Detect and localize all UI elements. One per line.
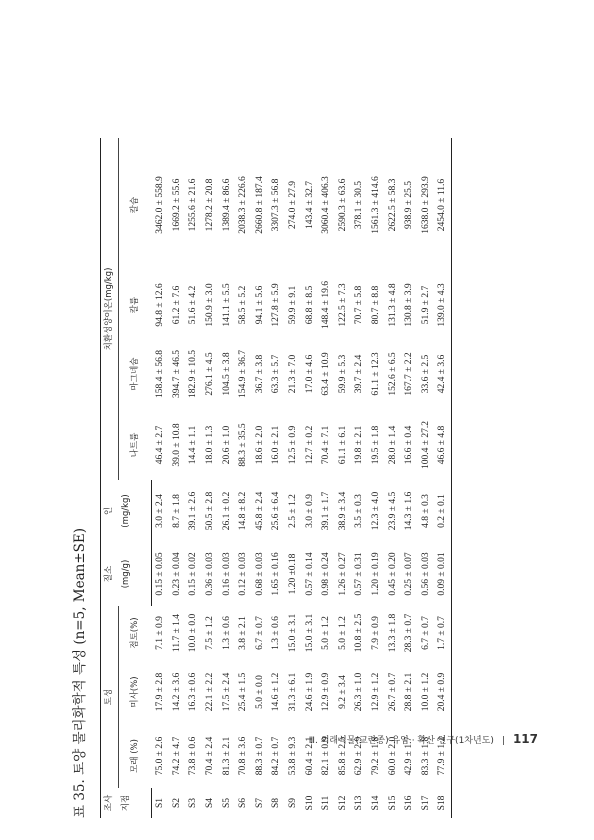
cell-sand: 70.8 ± 3.6 <box>238 736 249 776</box>
cell-silt: 31.3 ± 6.1 <box>288 672 299 712</box>
cell-mg: 36.7 ± 3.8 <box>254 354 265 394</box>
cell-clay: 7.9 ± 0.9 <box>371 616 381 650</box>
cell-ca: 274.0 ± 27.9 <box>288 181 299 229</box>
cell-clay: 3.8 ± 2.1 <box>238 616 249 650</box>
header-site-2: 지점 <box>121 794 132 812</box>
cell-sand: 62.9 ± 2.9 <box>354 736 365 776</box>
cell-p: 4.8 ± 0.3 <box>420 494 431 528</box>
header-silt: 미사(%) <box>129 676 140 708</box>
cell-silt: 12.9 ± 1.2 <box>371 672 381 712</box>
cell-site: S17 <box>420 795 431 811</box>
cell-na: 18.6 ± 2.0 <box>254 425 265 465</box>
cell-na: 18.0 ± 1.3 <box>205 425 216 465</box>
cell-n: 0.09 ± 0.01 <box>434 542 451 606</box>
table-row <box>302 138 319 818</box>
table-row <box>169 138 186 818</box>
cell-ca: 3307.3 ± 56.8 <box>271 178 282 232</box>
cell-clay: 11.7 ± 1.4 <box>171 613 182 653</box>
table-row <box>418 138 435 818</box>
cell-ca: 1255.6 ± 21.6 <box>188 178 199 232</box>
cell-silt: 22.1 ± 2.2 <box>205 672 216 712</box>
cell-clay: 7.1 ± 0.9 <box>155 616 166 650</box>
cell-p: 26.1 ± 0.2 <box>221 491 232 531</box>
cell-k: 58.5 ± 5.2 <box>238 285 249 325</box>
cell-mg: 59.9 ± 5.3 <box>337 354 348 394</box>
cell-site: S7 <box>254 797 265 809</box>
header-clay: 점토(%) <box>129 617 140 649</box>
cell-clay: 1.3 ± 0.6 <box>221 616 232 650</box>
cell-k: 94.1 ± 5.6 <box>254 285 265 325</box>
cell-mg: 33.6 ± 2.5 <box>420 354 431 394</box>
cell-site: S4 <box>205 797 216 809</box>
cell-k: 131.3 ± 4.8 <box>387 283 398 327</box>
table-row <box>335 138 352 818</box>
cell-k: 127.8 ± 5.9 <box>271 283 282 327</box>
table-row <box>434 138 451 818</box>
table-row <box>368 138 385 818</box>
cell-sand: 74.2 ± 4.7 <box>171 736 182 776</box>
cell-ca: 2622.5 ± 58.3 <box>387 178 398 232</box>
cell-clay: 15.0 ± 3.1 <box>288 613 299 653</box>
cell-ca: 2660.8 ± 187.4 <box>254 176 265 234</box>
header-potassium: 칼륨 <box>129 296 140 314</box>
cell-mg: 39.7 ± 2.4 <box>354 354 365 394</box>
cell-site: S1 <box>155 797 166 809</box>
cell-site: S12 <box>337 795 348 811</box>
cell-na: 46.6 ± 4.8 <box>434 410 451 480</box>
table-row <box>401 138 418 818</box>
table-row <box>385 138 402 818</box>
cell-site: S6 <box>238 797 249 809</box>
cell-na: 20.6 ± 1.0 <box>221 425 232 465</box>
cell-n: 0.57 ± 0.31 <box>354 552 365 596</box>
cell-mg: 21.3 ± 7.0 <box>288 354 299 394</box>
cell-ca: 2038.3 ± 226.6 <box>238 176 249 234</box>
cell-p: 2.5 ± 1.2 <box>288 494 299 528</box>
cell-site: S14 <box>371 795 381 811</box>
cell-ca: 1389.4 ± 86.6 <box>221 178 232 232</box>
cell-sand: 77.9 ± 1.2 <box>434 724 451 788</box>
cell-mg: 276.1 ± 4.5 <box>205 352 216 396</box>
cell-sand: 83.3 ± 1.8 <box>420 736 431 776</box>
cell-na: 19.5 ± 1.8 <box>371 425 381 465</box>
cell-site: S3 <box>188 797 199 809</box>
cell-k: 150.9 ± 3.0 <box>205 283 216 327</box>
cell-n: 0.25 ± 0.07 <box>404 552 415 596</box>
cell-n: 1.65 ± 0.16 <box>271 552 282 596</box>
cell-sand: 81.3 ± 2.1 <box>221 736 232 776</box>
header-sand: 모래 (%) <box>129 739 140 773</box>
soil-properties-table <box>100 138 452 818</box>
cell-k: 94.8 ± 12.6 <box>155 283 166 327</box>
header-magnesium: 마그네슘 <box>129 357 140 391</box>
cell-p: 50.5 ± 2.8 <box>205 491 216 531</box>
cell-ca: 2454.0 ± 11.6 <box>434 138 451 272</box>
cell-site: S2 <box>171 797 182 809</box>
cell-silt: 26.3 ± 1.0 <box>354 672 365 712</box>
cell-n: 0.45 ± 0.20 <box>387 552 398 596</box>
cell-sand: 88.3 ± 0.7 <box>254 736 265 776</box>
cell-silt: 14.6 ± 1.2 <box>271 672 282 712</box>
cell-mg: 167.7 ± 2.2 <box>404 352 415 396</box>
cell-p: 14.3 ± 1.6 <box>404 491 415 531</box>
cell-k: 70.7 ± 5.8 <box>354 285 365 325</box>
cell-clay: 10.0 ± 0.0 <box>188 613 199 653</box>
cell-site: S10 <box>304 795 315 811</box>
cell-ca: 2590.3 ± 63.6 <box>337 178 348 232</box>
cell-clay: 10.8 ± 2.5 <box>354 613 365 653</box>
cell-p: 3.0 ± 0.9 <box>304 494 315 528</box>
cell-p: 12.3 ± 4.0 <box>371 491 381 531</box>
cell-ca: 3462.0 ± 558.9 <box>155 176 166 234</box>
cell-p: 23.9 ± 4.5 <box>387 491 398 531</box>
cell-mg: 17.0 ± 4.6 <box>304 354 315 394</box>
cell-mg: 104.5 ± 3.8 <box>221 352 232 396</box>
page-footer <box>309 728 538 748</box>
cell-ca: 1561.3 ± 414.6 <box>371 176 381 234</box>
cell-ca: 938.9 ± 25.5 <box>404 181 415 229</box>
cell-site: S15 <box>387 795 398 811</box>
page-number: 117 <box>512 732 538 746</box>
cell-sand: 70.4 ± 2.4 <box>205 736 216 776</box>
cell-mg: 42.4 ± 3.6 <box>434 338 451 410</box>
table-row <box>152 138 169 818</box>
table-row <box>268 138 285 818</box>
cell-sand: 42.9 ± 1.7 <box>404 736 415 776</box>
cell-silt: 17.9 ± 2.8 <box>155 672 166 712</box>
cell-ca: 3060.4 ± 406.3 <box>321 176 332 234</box>
cell-silt: 12.9 ± 0.9 <box>321 672 332 712</box>
cell-n: 1.20 ± 0.19 <box>371 552 381 596</box>
table-row <box>235 138 252 818</box>
cell-na: 61.1 ± 6.1 <box>337 425 348 465</box>
cell-k: 80.7 ± 8.8 <box>371 285 381 325</box>
cell-silt: 26.7 ± 0.7 <box>387 672 398 712</box>
table-row <box>252 138 269 818</box>
footer-separator: | <box>501 736 505 746</box>
cell-silt: 17.5 ± 2.4 <box>221 672 232 712</box>
cell-p: 0.2 ± 0.1 <box>434 480 451 542</box>
cell-na: 16.6 ± 0.4 <box>404 425 415 465</box>
cell-p: 45.8 ± 2.4 <box>254 491 265 531</box>
cell-na: 16.0 ± 2.1 <box>271 425 282 465</box>
cell-site: S16 <box>404 795 415 811</box>
cell-k: 141.1 ± 5.5 <box>221 283 232 327</box>
cell-p: 8.7 ± 1.8 <box>171 494 182 528</box>
header-phosphorus-2: (mg/kg) <box>121 494 132 528</box>
header-nitrogen-1: 질소 <box>101 542 119 606</box>
cell-na: 12.5 ± 0.9 <box>288 425 299 465</box>
header-texture-group: 토성 <box>101 606 119 788</box>
cell-na: 12.7 ± 0.2 <box>304 425 315 465</box>
cell-mg: 182.9 ± 10.5 <box>188 350 199 398</box>
cell-sand: 60.4 ± 2.1 <box>304 736 315 776</box>
cell-site: S13 <box>354 795 365 811</box>
cell-ca: 378.1 ± 30.5 <box>354 181 365 229</box>
cell-site: S11 <box>321 795 332 811</box>
cell-na: 46.4 ± 2.7 <box>155 425 166 465</box>
cell-k: 51.9 ± 2.7 <box>420 285 431 325</box>
cell-n: 0.12 ± 0.03 <box>238 552 249 596</box>
header-nitrogen-2: (mg/g) <box>121 559 132 589</box>
cell-na: 70.4 ± 7.1 <box>321 425 332 465</box>
cell-ca: 1278.2 ± 20.8 <box>205 178 216 232</box>
cell-n: 1.20 ±0.18 <box>288 553 299 595</box>
header-calcium: 칼슘 <box>129 196 140 214</box>
cell-ca: 1669.2 ± 55.6 <box>171 178 182 232</box>
table-row <box>185 138 202 818</box>
cell-sand: 60.0 ± 2.0 <box>387 736 398 776</box>
cell-sand: 53.8 ± 9.3 <box>288 736 299 776</box>
cell-p: 39.1 ± 2.6 <box>188 491 199 531</box>
cell-n: 0.98 ± 0.24 <box>321 552 332 596</box>
cell-ca: 143.4 ± 32.7 <box>304 181 315 229</box>
header-sodium: 나트륨 <box>129 432 140 458</box>
cell-mg: 63.4 ± 10.9 <box>321 352 332 396</box>
cell-mg: 152.6 ± 6.5 <box>387 352 398 396</box>
rotated-table-region <box>72 138 570 818</box>
footer-text: Ⅲ. 외래식물(교란종) 유입 · 확산 연구(1차년도) <box>308 736 494 746</box>
cell-n: 0.36 ± 0.03 <box>205 552 216 596</box>
cell-k: 130.8 ± 3.9 <box>404 283 415 327</box>
cell-sand: 85.8 ± 2.5 <box>337 736 348 776</box>
cell-clay: 28.3 ± 0.7 <box>404 613 415 653</box>
cell-silt: 28.8 ± 2.1 <box>404 672 415 712</box>
cell-clay: 5.0 ± 1.2 <box>321 616 332 650</box>
cell-na: 19.8 ± 2.1 <box>354 425 365 465</box>
cell-silt: 16.3 ± 0.6 <box>188 672 199 712</box>
cell-n: 0.56 ± 0.03 <box>420 552 431 596</box>
cell-p: 3.5 ± 0.3 <box>354 494 365 528</box>
cell-clay: 1.3 ± 0.6 <box>271 616 282 650</box>
cell-silt: 9.2 ± 3.4 <box>337 675 348 709</box>
cell-sand: 84.2 ± 0.7 <box>271 736 282 776</box>
cell-sand: 75.0 ± 2.6 <box>155 736 166 776</box>
cell-n: 1.26 ± 0.27 <box>337 552 348 596</box>
cell-clay: 5.0 ± 1.2 <box>337 616 348 650</box>
cell-site: S5 <box>221 797 232 809</box>
cell-sand: 73.8 ± 0.6 <box>188 736 199 776</box>
cell-clay: 1.7 ± 0.7 <box>434 606 451 660</box>
cell-mg: 63.3 ± 5.7 <box>271 354 282 394</box>
cell-n: 0.68 ± 0.03 <box>254 552 265 596</box>
cell-site: S9 <box>288 797 299 809</box>
cell-mg: 158.4 ± 56.8 <box>155 350 166 398</box>
cell-clay: 15.0 ± 3.1 <box>304 613 315 653</box>
cell-k: 148.4 ± 19.6 <box>321 281 332 329</box>
cell-k: 68.8 ± 8.5 <box>304 285 315 325</box>
table-row <box>318 138 335 818</box>
cell-n: 0.23 ± 0.04 <box>171 552 182 596</box>
cell-na: 39.0 ± 10.8 <box>171 423 182 467</box>
cell-na: 88.3 ± 35.5 <box>238 423 249 467</box>
header-site-1: 조사 <box>101 788 119 818</box>
cell-k: 61.2 ± 7.6 <box>171 285 182 325</box>
cell-k: 51.6 ± 4.2 <box>188 285 199 325</box>
cell-n: 0.16 ± 0.03 <box>221 552 232 596</box>
cell-k: 139.0 ± 4.3 <box>434 272 451 338</box>
cell-clay: 6.7 ± 0.7 <box>420 616 431 650</box>
cell-silt: 20.4 ± 0.9 <box>434 660 451 724</box>
table-caption: 표 35. 토양 물리화학적 특성 (n=5, Mean±SE) <box>72 527 88 818</box>
cell-p: 3.0 ± 2.4 <box>155 494 166 528</box>
cell-mg: 61.1 ± 12.3 <box>371 352 381 396</box>
cell-p: 39.1 ± 1.7 <box>321 491 332 531</box>
cell-site: S8 <box>271 797 282 809</box>
cell-k: 59.9 ± 9.1 <box>288 285 299 325</box>
table-row <box>351 138 368 818</box>
cell-silt: 14.2 ± 3.6 <box>171 672 182 712</box>
cell-ca: 1638.0 ± 293.9 <box>420 176 431 234</box>
header-cation-group: 치환성양이온(mg/kg) <box>101 138 119 480</box>
cell-mg: 154.9 ± 36.7 <box>238 350 249 398</box>
cell-p: 25.6 ± 6.4 <box>271 491 282 531</box>
cell-silt: 25.4 ± 1.5 <box>238 672 249 712</box>
table-row <box>219 138 236 818</box>
cell-k: 122.5 ± 7.3 <box>337 283 348 327</box>
cell-na: 28.0 ± 1.4 <box>387 425 398 465</box>
cell-sand: 82.1 ± 0.9 <box>321 736 332 776</box>
cell-n: 0.15 ± 0.02 <box>188 552 199 596</box>
cell-n: 0.15 ± 0.05 <box>155 552 166 596</box>
cell-n: 0.57 ± 0.14 <box>304 552 315 596</box>
header-phosphorus-1: 인 <box>101 480 119 542</box>
cell-sand: 79.2 ± 1.8 <box>371 736 381 776</box>
cell-site: S18 <box>434 788 451 818</box>
cell-na: 100.4 ± 27.2 <box>420 421 431 469</box>
cell-clay: 6.7 ± 0.7 <box>254 616 265 650</box>
cell-p: 38.9 ± 3.4 <box>337 491 348 531</box>
cell-silt: 24.6 ± 1.9 <box>304 672 315 712</box>
cell-clay: 13.3 ± 1.8 <box>387 613 398 653</box>
cell-p: 14.8 ± 8.2 <box>238 491 249 531</box>
cell-silt: 10.0 ± 1.2 <box>420 672 431 712</box>
cell-mg: 394.7 ± 46.5 <box>171 350 182 398</box>
cell-clay: 7.5 ± 1.2 <box>205 616 216 650</box>
cell-na: 14.4 ± 1.1 <box>188 425 199 465</box>
table-row <box>285 138 302 818</box>
cell-silt: 5.0 ± 0.0 <box>254 675 265 709</box>
table-row <box>202 138 219 818</box>
